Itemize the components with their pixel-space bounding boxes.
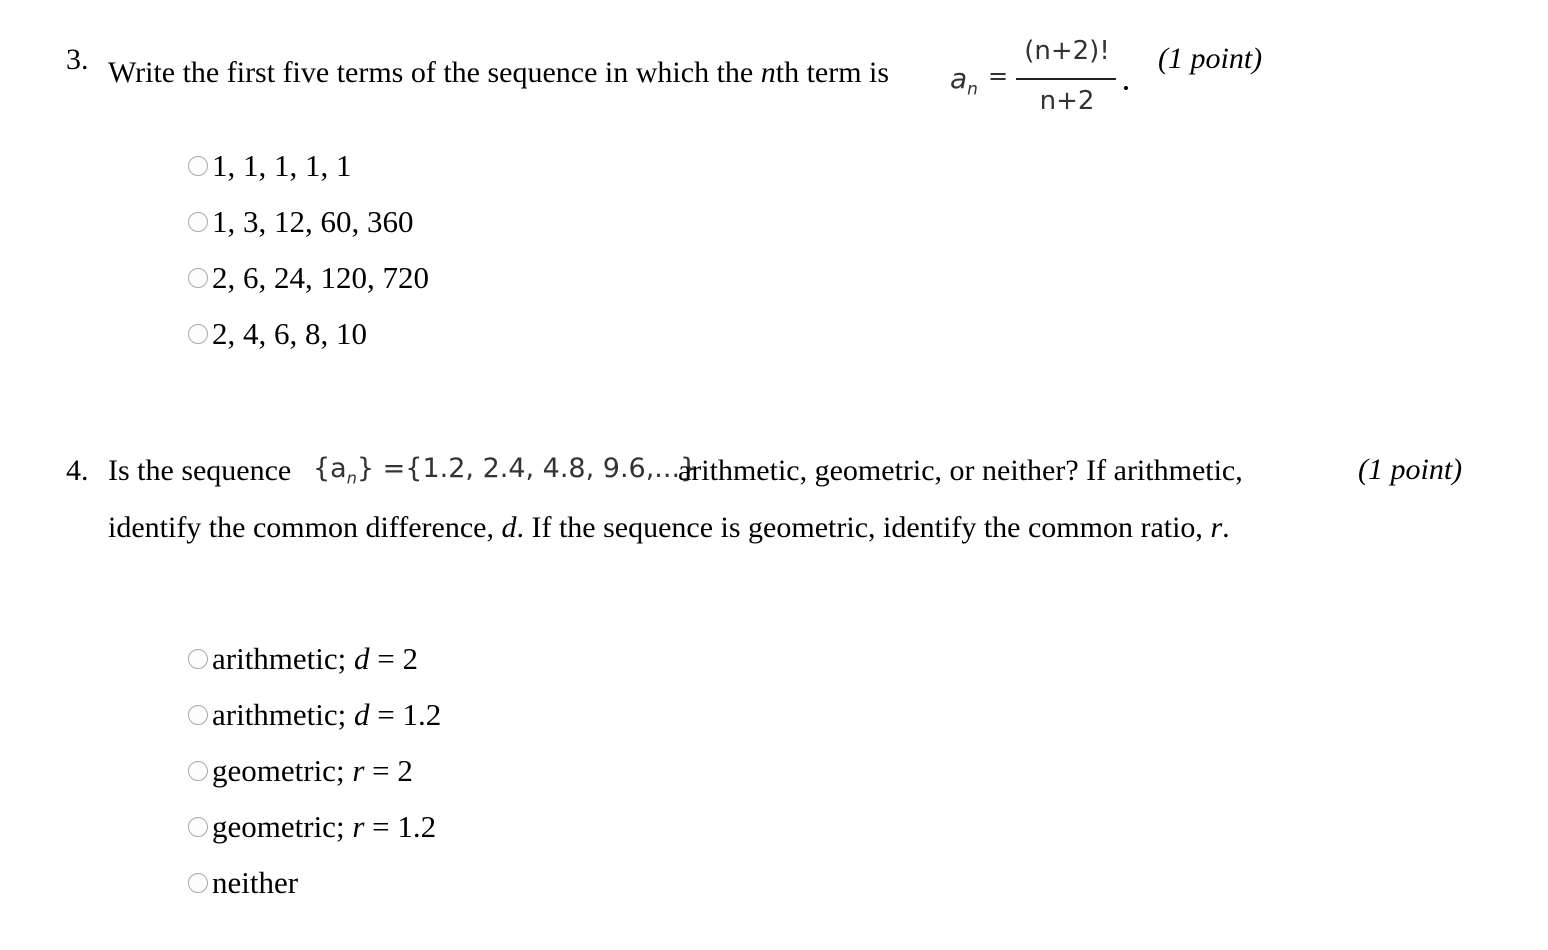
q3-option-2-radio[interactable] (188, 212, 208, 232)
q4-option-2-var: d (354, 697, 370, 732)
formula-period (1124, 86, 1128, 90)
question-4-text-line2 (108, 510, 1230, 546)
formula-lhs (950, 62, 978, 100)
line2-part-a: identify the common difference, (108, 511, 502, 544)
q4-option-1-label (212, 641, 418, 677)
q3-option-1-label: 1, 1, 1, 1, 1 (212, 148, 352, 183)
q4-option-1[interactable] (188, 639, 418, 679)
question-3-text: Write the first five terms of the sequence in which the nth term is (108, 56, 890, 89)
q3-option-2-label: 1, 3, 12, 60, 360 (212, 204, 414, 239)
q4-option-2[interactable] (188, 695, 441, 735)
q4-option-4-post: = 1.2 (364, 809, 437, 844)
line2-var-d: d (501, 511, 517, 544)
q4-option-1-var: d (354, 641, 370, 676)
q3-option-4-label: 2, 4, 6, 8, 10 (212, 316, 367, 351)
formula-a-sub: n (967, 79, 978, 100)
q4-option-3-radio[interactable] (188, 761, 208, 781)
q3-option-4-radio[interactable] (188, 324, 208, 344)
formula-numerator: (n+2)! (1024, 36, 1110, 66)
formula-a: a (950, 62, 968, 95)
question-4-number: 4. (66, 454, 89, 487)
sequence-equals: = (382, 453, 406, 484)
q4-option-3-label (212, 753, 413, 789)
question-4-points: (1 point) (1358, 453, 1463, 486)
q4-option-4-var: r (352, 809, 365, 844)
q3-option-3[interactable] (188, 258, 429, 298)
q3-option-3-label: 2, 6, 24, 120, 720 (212, 260, 429, 295)
q3-option-3-radio[interactable] (188, 268, 208, 288)
q4-option-2-pre: arithmetic; (212, 697, 355, 732)
q4-option-5-label (212, 865, 298, 901)
sequence-lhs-close: } (356, 453, 375, 484)
q4-option-1-post: = 2 (369, 641, 419, 676)
line2-part-b: . If the sequence is geometric, identify the common ratio, (516, 511, 1211, 544)
sequence-rhs: {1.2, 2.4, 4.8, 9.6,...} (405, 453, 698, 484)
q3-option-2[interactable] (188, 202, 414, 242)
formula-denominator: n+2 (1039, 86, 1095, 116)
q4-option-5[interactable] (188, 863, 298, 903)
line2-part-c: . (1222, 511, 1230, 544)
question-4-text-before: Is the sequence (108, 454, 292, 487)
q3-option-1[interactable] (188, 146, 352, 186)
sequence-lhs-open: {a (313, 453, 347, 484)
q4-option-3-post: = 2 (364, 753, 413, 788)
q4-option-3-pre: geometric; (212, 753, 353, 788)
q4-option-4-radio[interactable] (188, 817, 208, 837)
q4-option-4-pre: geometric; (212, 809, 353, 844)
q4-option-5-radio[interactable] (188, 873, 208, 893)
question-3-number: 3. (66, 43, 89, 76)
q4-option-2-radio[interactable] (188, 705, 208, 725)
q4-option-4[interactable] (188, 807, 436, 847)
q4-option-4-label (212, 809, 436, 845)
formula-fraction-bar (1016, 78, 1116, 80)
q4-option-2-post: = 1.2 (369, 697, 442, 732)
sequence-expression (313, 453, 697, 487)
question-3-points: (1 point) (1158, 42, 1263, 75)
q3-option-4[interactable] (188, 314, 367, 354)
q3-option-1-radio[interactable] (188, 156, 208, 176)
question-4-text-after: arithmetic, geometric, or neither? If arithmetic, (678, 454, 1243, 487)
q4-option-5-pre: neither (212, 865, 299, 900)
q4-option-1-pre: arithmetic; (212, 641, 355, 676)
line2-var-r: r (1210, 511, 1223, 544)
formula-equals: = (988, 62, 1009, 90)
q4-option-2-label (212, 697, 441, 733)
q4-option-1-radio[interactable] (188, 649, 208, 669)
sequence-lhs-sub: n (346, 468, 357, 488)
q4-option-3[interactable] (188, 751, 413, 791)
q4-option-3-var: r (352, 753, 365, 788)
